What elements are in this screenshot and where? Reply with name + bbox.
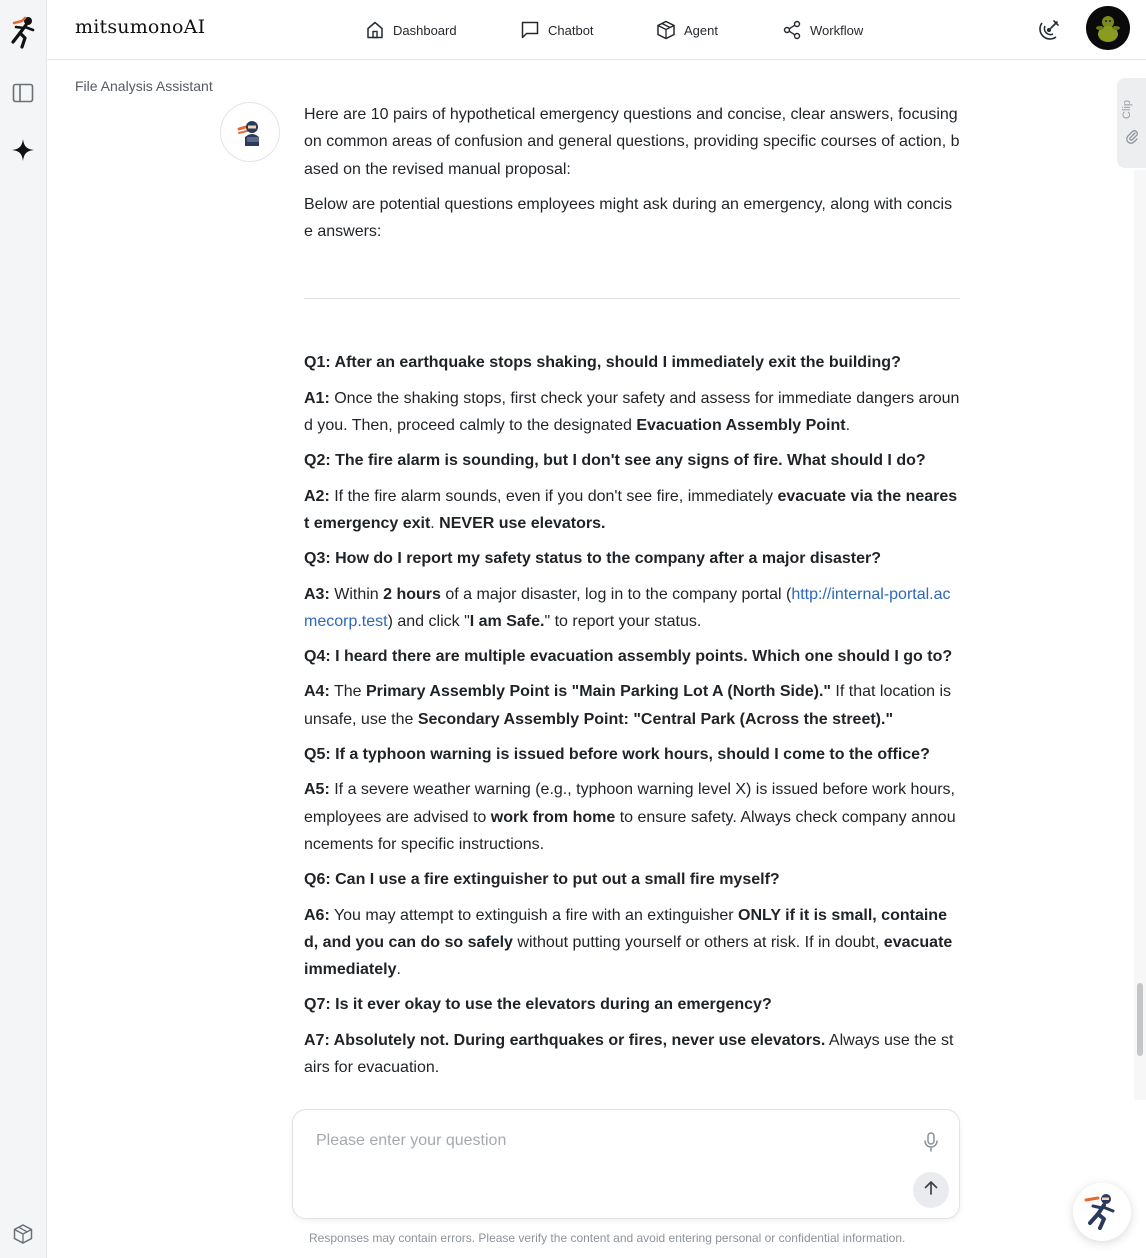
question-4: Q4: I heard there are multiple evacuation assembly points. Which one should I go to? (304, 648, 953, 666)
page-title: File Analysis Assistant (75, 78, 213, 94)
clip-tab[interactable] (1117, 78, 1146, 168)
brand-name: mitsumonoAI (75, 16, 206, 38)
answer-1: A1: Once the shaking stops, first check your safety and assess for immediate dangers around you. Then, proceed calmly to the designated Evacuation Assembly Point. (304, 389, 960, 435)
nav-workflow-label: Workflow (810, 22, 864, 38)
ninja-mascot-icon (1082, 1190, 1122, 1235)
question-2: Q2: The fire alarm is sounding, but I don't see any signs of fire. What should I do? (304, 452, 926, 470)
nav-dashboard[interactable] (365, 0, 457, 60)
answer-2: A2: If the fire alarm sounds, even if you don't see fire, immediately evacuate via the nearest emergency exit. NEVER use elevators. (304, 487, 958, 532)
question-1: Q1: After an earthquake stops shaking, should I immediately exit the building? (304, 354, 901, 372)
divider (304, 298, 960, 299)
question-input[interactable] (316, 1132, 896, 1162)
clip-label: Clip (1121, 100, 1133, 119)
question-7: Q7: Is it ever okay to use the elevators during an emergency? (304, 996, 772, 1014)
home-icon (365, 20, 385, 40)
portal-link[interactable]: http://internal-portal.acmecorp.test (304, 585, 951, 630)
question-6: Q6: Can I use a fire extinguisher to put out a small fire myself? (304, 871, 780, 889)
question-3: Q3: How do I report my safety status to the company after a major disaster? (304, 550, 882, 568)
nav-dashboard-label: Dashboard (393, 22, 457, 38)
chat-input-box (292, 1109, 960, 1219)
nav-agent-label: Agent (684, 22, 718, 38)
send-button[interactable] (913, 1172, 949, 1208)
scrollbar-track[interactable] (1134, 170, 1146, 1100)
box-icon (656, 20, 676, 40)
answer-4: A4: The Primary Assembly Point is "Main Parking Lot A (North Side)." If that location is unsafe, use the Secondary Assembly Point: "Central Park (Across the street)." (304, 683, 952, 728)
nav-agent[interactable] (656, 0, 718, 60)
sidebar-toggle-icon[interactable] (7, 77, 39, 109)
answer-3: A3: Within 2 hours of a major disaster, log in to the company portal (http://internal-portal.acmecorp.test) and click "I am Safe." to report your status. (304, 585, 951, 630)
cube-icon[interactable] (7, 1218, 39, 1250)
answer-7: A7: Absolutely not. During earthquakes or fires, never use elevators. Always use the stairs for evacuation. (304, 1031, 954, 1077)
message-lead: Below are potential questions employees might ask during an emergency, along with concise answers: (304, 195, 953, 241)
nav-workflow[interactable] (782, 0, 863, 60)
nav-chatbot[interactable] (520, 0, 594, 60)
disclaimer-text: Responses may contain errors. Please verify the content and avoid entering personal or confidential information. (309, 1231, 906, 1245)
satellite-icon[interactable] (1037, 16, 1063, 42)
answer-5: A5: If a severe weather warning (e.g., typhoon warning level X) is issued before work hours, employees are advised to work from home to ensure safety. Always check company announcements for specific instructions. (304, 781, 956, 853)
microphone-icon[interactable] (919, 1130, 943, 1154)
assistant-avatar (220, 102, 280, 162)
top-header (47, 0, 1146, 60)
ninja-logo-icon[interactable] (7, 16, 39, 48)
share-nodes-icon (782, 20, 802, 40)
user-avatar[interactable] (1086, 6, 1130, 50)
answer-6: A6: You may attempt to extinguish a fire with an extinguisher ONLY if it is small, contained, and you can do so safely without putting yourself or others at risk. If in doubt, evacuate immediately. (304, 906, 953, 979)
scrollbar-thumb[interactable] (1137, 983, 1143, 1056)
floating-assistant-button[interactable] (1073, 1183, 1131, 1241)
arrow-up-icon (922, 1179, 940, 1202)
left-rail (0, 0, 47, 1258)
assistant-message (304, 101, 960, 1089)
nav-chatbot-label: Chatbot (548, 22, 594, 38)
sparkle-icon[interactable] (7, 134, 39, 166)
chat-bubble-icon (520, 20, 540, 40)
message-intro: Here are 10 pairs of hypothetical emergency questions and concise, clear answers, focusing on common areas of confusion and general questions, providing specific courses of action, based on the revised manual proposal: (304, 106, 960, 178)
question-5: Q5: If a typhoon warning is issued before work hours, should I come to the office? (304, 746, 930, 764)
